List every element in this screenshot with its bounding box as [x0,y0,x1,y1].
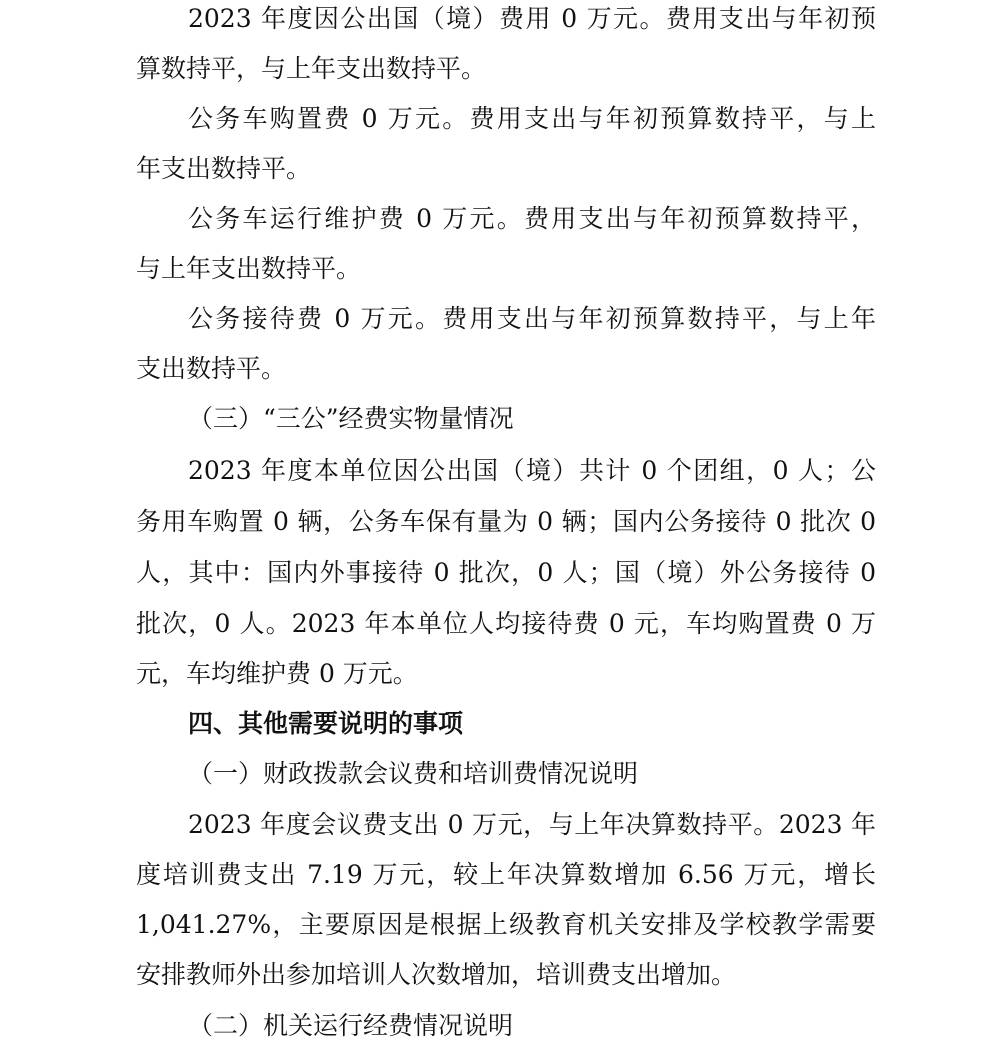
text-line: 公务接待费 0 万元。费用支出与年初预算数持平，与上年 [188,304,876,333]
text-line: 2023 年度本单位因公出国（境）共计 0 个团组，0 人；公 [188,456,876,485]
text-line: 人，其中：国内外事接待 0 批次，0 人；国（境）外公务接待 0 [136,558,876,587]
text-line: 批次，0 人。2023 年本单位人均接待费 0 元，车均购置费 0 万 [136,609,876,638]
text-line: 公务车购置费 0 万元。费用支出与年初预算数持平，与上 [188,104,876,133]
section-heading: （三）“三公”经费实物量情况 [188,404,514,433]
chapter-heading: 四、其他需要说明的事项 [188,709,464,738]
text-line: 与上年支出数持平。 [136,254,362,283]
text-line: 度培训费支出 7.19 万元，较上年决算数增加 6.56 万元，增长 [136,860,876,889]
text-line: 1,041.27%，主要原因是根据上级教育机关安排及学校教学需要 [136,910,876,939]
text-line: 安排教师外出参加培训人次数增加，培训费支出增加。 [136,960,737,989]
text-line: 支出数持平。 [136,354,287,383]
section-heading: （二）机关运行经费情况说明 [188,1011,514,1040]
text-line: 公务车运行维护费 0 万元。费用支出与年初预算数持平， [188,204,876,233]
section-heading: （一）财政拨款会议费和培训费情况说明 [188,759,639,788]
text-line: 算数持平，与上年支出数持平。 [136,54,487,83]
text-line: 2023 年度因公出国（境）费用 0 万元。费用支出与年初预 [188,4,876,33]
text-line: 年支出数持平。 [136,154,312,183]
text-line: 元，车均维护费 0 万元。 [136,659,418,688]
text-line: 2023 年度会议费支出 0 万元，与上年决算数持平。2023 年 [188,810,876,839]
text-line: 务用车购置 0 辆，公务车保有量为 0 辆；国内公务接待 0 批次 0 [136,507,876,536]
